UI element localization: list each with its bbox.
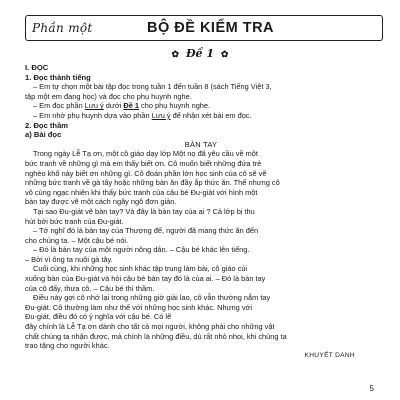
paragraph-line: – Bởi vì ông ta nuôi gà tây.	[25, 254, 113, 264]
part-label: Phần một	[32, 21, 93, 35]
page-number: 5	[369, 384, 374, 393]
paragraph-line: Đu-giát, điều đó có ý nghĩa với cậu bé. Có lẽ	[25, 312, 172, 322]
paragraph-line: trao tặng cho người khác.	[25, 341, 110, 351]
paragraph-line: xuống bàn của Đu-giát và hỏi cậu bé bàn tay đó là của ai. – Đó là bàn tay	[25, 274, 266, 284]
paragraph-line: Đu-giát. Cô thường làm như thế với những học sinh khác. Nhưng với	[25, 302, 253, 312]
page-title: BỘ ĐỀ KIỂM TRA	[147, 20, 275, 36]
paragraph-line: bức tranh về những gì mà em thấy biết ơn. Cô muốn biết những đứa trẻ	[25, 158, 262, 168]
paragraph-line: – Đó là bàn tay của một người nông dân. – Cậu bé khác lên tiếng.	[33, 245, 250, 255]
page-content	[25, 63, 377, 360]
exam-reference: Đề 1	[123, 101, 139, 111]
flower-icon: ✿	[171, 50, 180, 60]
paragraph-line: cho chúng ta. – Một cậu bé nói.	[25, 235, 129, 245]
paragraph-line: Điều này gợi cô nhớ lại trong những giờ giải lao, cô vẫn thường nắm tay	[33, 293, 271, 303]
subsection-heading-reading-text: a) Bài đọc	[25, 130, 62, 140]
instruction-line: – Em nhờ phụ huynh dựa vào phần Lưu ý để nhận xét bài em đọc.	[33, 110, 252, 120]
paragraph-line: Trong ngày Lễ Tạ ơn, một cô giáo dạy lớp Một nọ đã yêu cầu về một	[33, 149, 258, 159]
note-reference: Lưu ý	[84, 101, 104, 111]
instruction-line: – Em đọc phần Lưu ý dưới Đề 1 cho phụ huynh nghe.	[33, 101, 211, 111]
paragraph-line: chất chúng ta nhận được, mà chính là những điều, dù rất nhỏ nhoi, khi chúng ta	[25, 331, 287, 341]
text-line: tập một em đang học) và đọc cho phụ huynh nghe.	[25, 91, 192, 101]
note-reference: Lưu ý	[151, 110, 171, 120]
chapter-header	[25, 15, 383, 41]
story-title: BÀN TAY	[184, 139, 218, 149]
paragraph-line: hút bởi bức tranh của Đu-giát.	[25, 216, 124, 226]
paragraph-line: Cuối cùng, khi những học sinh khác tập trung làm bài, cô giáo cúi	[33, 264, 248, 274]
text-line: – Em tự chọn một bài tập đọc trong tuần 1 đến tuần 8 (sách Tiếng Việt 3,	[33, 82, 272, 92]
exam-title	[0, 47, 400, 60]
paragraph-line: đây chính là Lễ Tạ ơn dành cho tất cả mọi người, không phải cho những vật	[25, 322, 275, 332]
paragraph-line: vô cùng ngạc nhiên khi thấy bức tranh của cậu bé Đu-giát với hình một	[25, 187, 258, 197]
paragraph-line: – Tớ nghĩ đó là bàn tay của Thượng đế, người đã mang thức ăn đến	[33, 226, 259, 236]
flower-icon: ✿	[220, 50, 229, 60]
section-heading: I. ĐỌC	[25, 63, 49, 72]
paragraph-line: những bức tranh về gà tây hoặc những bàn ăn đầy ắp thức ăn. Thế nhưng cô	[25, 178, 280, 188]
paragraph-line: bàn tay được vẽ một cách ngây ngô đơn giản.	[25, 197, 177, 207]
author: KHUYẾT DANH	[304, 351, 355, 359]
paragraph-line: nghèo khổ này biết ơn những gì. Cô đoán phần lớn học sinh của cô sẽ vẽ	[25, 168, 267, 178]
exam-title-text: Đề 1	[185, 47, 215, 60]
subsection-heading-reading-aloud: 1. Đọc thành tiếng	[25, 72, 91, 82]
paragraph-line: Tại sao Đu-giát vẽ bàn tay? Và đây là bàn tay của ai ? Cả lớp bị thu	[33, 206, 255, 216]
subsection-heading-silent-reading: 2. Đọc thầm	[25, 120, 69, 130]
paragraph-line: của cô đấy, thưa cô. – Cậu bé thì thầm.	[25, 283, 155, 293]
